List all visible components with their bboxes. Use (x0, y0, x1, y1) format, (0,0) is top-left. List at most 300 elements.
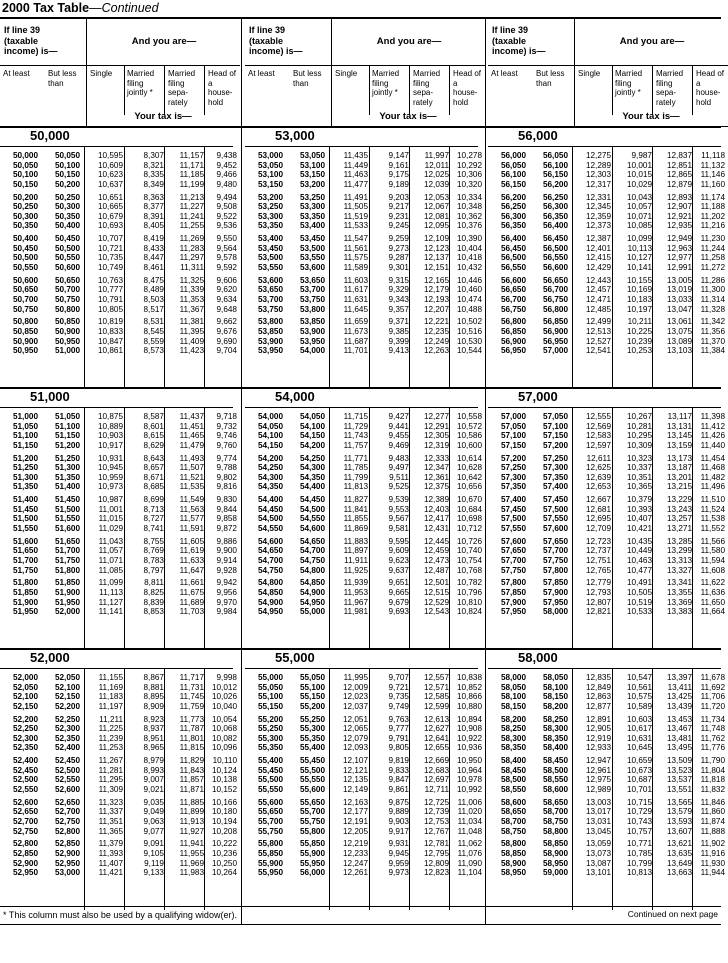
single-tax-cell: 10,623 (97, 170, 123, 180)
married-separately-tax-cell: 13,145 (666, 431, 692, 441)
married-jointly-tax-cell: 10,197 (626, 304, 652, 314)
married-separately-tax-cell: 12,277 (423, 412, 449, 421)
head-household-tax-cell: 11,888 (700, 826, 725, 836)
head-household-tax-cell: 11,230 (700, 234, 725, 244)
head-household-tax-cell: 9,942 (216, 578, 237, 588)
head-household-tax-cell: 11,090 (457, 858, 482, 868)
column-rule (692, 408, 693, 649)
but-less-cell: 54,200 (299, 440, 325, 450)
single-tax-cell: 11,141 (98, 607, 123, 617)
married-jointly-tax-cell: 10,281 (626, 421, 652, 431)
at-least-cell: 57,700 (500, 556, 526, 565)
at-least-cell: 57,950 (500, 607, 526, 617)
but-less-cell: 55,050 (299, 673, 325, 682)
married-jointly-tax-cell: 8,993 (143, 765, 164, 775)
married-separately-tax-cell: 12,389 (423, 495, 449, 505)
married-jointly-tax-cell: 9,441 (388, 421, 409, 431)
but-less-label: But less than (48, 69, 77, 88)
at-least-cell: 50,950 (12, 346, 38, 356)
head-household-tax-cell: 9,984 (216, 607, 237, 617)
at-least-cell: 52,500 (12, 775, 38, 785)
head-household-tax-cell: 10,642 (456, 472, 482, 482)
head-household-tax-cell: 10,334 (456, 192, 482, 202)
but-less-cell: 53,000 (54, 868, 80, 878)
married-separately-tax-cell: 11,283 (179, 243, 204, 253)
married-jointly-tax-cell: 8,587 (143, 412, 164, 421)
at-least-cell: 51,950 (12, 607, 38, 617)
head-household-tax-cell: 9,452 (216, 160, 237, 170)
but-less-cell: 51,850 (54, 578, 80, 588)
but-less-cell: 52,200 (54, 701, 80, 711)
head-household-tax-cell: 10,096 (211, 743, 237, 753)
married-jointly-tax-cell: 9,357 (388, 304, 409, 314)
single-tax-cell: 12,905 (585, 724, 611, 734)
block-heading-label: 54,000 (275, 389, 315, 404)
married-separately-tax-cell: 12,011 (424, 160, 449, 170)
head-household-tax-cell: 11,062 (457, 839, 482, 849)
at-least-cell: 50,850 (12, 327, 38, 336)
column-rule (84, 669, 85, 910)
block-heading-label: 56,000 (518, 128, 558, 143)
at-least-cell: 53,950 (257, 346, 283, 356)
married-jointly-tax-cell: 8,573 (143, 346, 164, 356)
married-jointly-tax-cell: 9,959 (388, 858, 409, 868)
but-less-cell: 50,150 (54, 170, 80, 180)
single-tax-cell: 11,967 (343, 597, 368, 607)
but-less-label: But less than (293, 69, 322, 88)
married-jointly-tax-cell: 9,301 (388, 263, 409, 272)
head-household-tax-cell: 9,998 (216, 673, 237, 682)
married-jointly-tax-cell: 10,001 (626, 160, 652, 170)
single-tax-cell: 11,925 (343, 565, 368, 575)
married-separately-tax-cell: 13,649 (666, 858, 692, 868)
single-tax-cell: 10,875 (97, 412, 123, 421)
married-jointly-tax-cell: 10,547 (626, 673, 652, 682)
married-jointly-tax-cell: 8,937 (143, 724, 164, 734)
at-least-cell: 52,000 (12, 673, 38, 682)
single-tax-cell: 10,679 (97, 211, 123, 221)
married-separately-tax-cell: 11,213 (179, 192, 204, 202)
married-jointly-tax-cell: 10,211 (627, 317, 652, 327)
at-least-cell: 51,150 (12, 440, 38, 450)
married-separately-tax-cell: 13,369 (666, 597, 692, 607)
single-tax-cell: 10,833 (97, 327, 123, 336)
single-tax-cell: 12,415 (585, 253, 611, 263)
at-least-cell: 57,850 (500, 588, 526, 597)
but-less-cell: 56,200 (542, 179, 568, 189)
at-least-cell: 53,550 (257, 263, 283, 272)
at-least-cell: 58,150 (500, 701, 526, 711)
married-separately-tax-cell: 12,557 (423, 673, 449, 682)
married-separately-tax-cell: 11,199 (179, 179, 204, 189)
but-less-cell: 55,200 (299, 701, 325, 711)
head-household-tax-cell: 10,936 (456, 743, 482, 753)
column-rule (409, 147, 410, 388)
but-less-cell: 55,950 (299, 858, 325, 868)
married-jointly-tax-cell: 10,757 (626, 826, 652, 836)
but-less-cell: 50,600 (54, 263, 80, 272)
but-less-cell: 55,350 (299, 733, 325, 743)
head-household-tax-cell: 11,832 (700, 785, 725, 794)
head-household-tax-cell: 11,762 (700, 733, 725, 743)
head-household-tax-cell: 11,020 (457, 807, 482, 817)
married-jointly-tax-cell: 10,379 (626, 495, 652, 505)
married-separately-tax-cell: 11,227 (179, 202, 204, 212)
header-subdivider (369, 65, 370, 115)
head-household-tax-cell: 10,292 (456, 160, 482, 170)
head-household-tax-cell: 9,956 (216, 588, 237, 597)
married-jointly-tax-cell: 8,755 (143, 536, 164, 546)
at-least-cell: 57,500 (500, 514, 526, 524)
married-separately-tax-cell: 13,481 (666, 733, 692, 743)
but-less-cell: 52,900 (54, 849, 80, 858)
married-jointly-tax-cell: 10,449 (626, 546, 652, 556)
single-tax-cell: 11,589 (343, 263, 368, 272)
at-least-cell: 54,200 (257, 453, 283, 463)
single-tax-cell: 12,359 (585, 211, 611, 221)
married-jointly-tax-cell: 9,567 (388, 514, 409, 524)
head-household-tax-cell: 11,118 (701, 151, 725, 160)
single-tax-cell: 11,001 (98, 504, 123, 514)
single-tax-cell: 12,135 (342, 775, 368, 785)
at-least-cell: 58,350 (500, 743, 526, 753)
married-jointly-tax-cell: 10,519 (626, 597, 652, 607)
head-household-tax-cell: 11,202 (700, 211, 725, 221)
married-jointly-tax-cell: 8,307 (143, 151, 164, 160)
at-least-cell: 56,550 (500, 263, 526, 272)
married-jointly-tax-cell: 8,531 (143, 317, 164, 327)
married-jointly-tax-cell: 8,713 (143, 504, 164, 514)
at-least-cell: 57,200 (500, 453, 526, 463)
single-tax-cell: 11,813 (343, 482, 368, 492)
column-rule (369, 147, 370, 388)
married-separately-tax-cell: 13,257 (666, 514, 692, 524)
column-rule (692, 147, 693, 388)
single-tax-cell: 13,059 (585, 839, 611, 849)
at-least-cell: 51,250 (12, 463, 38, 473)
married-separately-tax-cell: 11,773 (179, 714, 204, 724)
your-tax-label: Your tax is— (622, 111, 680, 122)
single-tax-cell: 10,735 (97, 253, 123, 263)
single-label: Single (90, 69, 113, 78)
at-least-cell: 51,300 (12, 472, 38, 482)
married-jointly-tax-cell: 10,491 (626, 578, 652, 588)
but-less-cell: 54,850 (299, 578, 325, 588)
at-least-cell: 55,150 (257, 701, 283, 711)
but-less-cell: 57,550 (542, 514, 568, 524)
but-less-cell: 57,050 (542, 412, 568, 421)
married-jointly-tax-cell: 10,799 (626, 858, 652, 868)
at-least-cell: 55,650 (257, 807, 283, 817)
at-least-cell: 58,200 (500, 714, 526, 724)
but-less-cell: 52,500 (54, 765, 80, 775)
but-less-cell: 57,600 (542, 524, 568, 533)
but-less-cell: 52,100 (54, 682, 80, 692)
married-separately-tax-cell: 13,579 (666, 807, 692, 817)
single-tax-cell: 12,835 (585, 673, 611, 682)
married-separately-tax-cell: 11,521 (179, 472, 204, 482)
married-jointly-tax-cell: 8,419 (143, 234, 164, 244)
at-least-cell: 51,400 (12, 495, 38, 505)
single-tax-cell: 10,945 (97, 463, 123, 473)
single-tax-cell: 12,737 (585, 546, 611, 556)
block-heading-label: 57,000 (518, 389, 558, 404)
at-least-cell: 55,100 (257, 692, 283, 702)
but-less-cell: 57,900 (542, 588, 568, 597)
married-jointly-tax-cell: 10,561 (626, 682, 652, 692)
married-jointly-tax-cell: 10,225 (626, 327, 652, 336)
married-jointly-tax-cell: 9,091 (143, 839, 164, 849)
at-least-cell: 55,750 (257, 826, 283, 836)
at-least-cell: 55,700 (257, 817, 283, 826)
married-separately-tax-cell: 11,913 (179, 817, 204, 826)
column-rule (124, 147, 125, 388)
but-less-cell: 50,100 (54, 160, 80, 170)
single-tax-cell: 11,365 (98, 826, 123, 836)
single-tax-cell: 12,191 (342, 817, 368, 826)
married-separately-tax-cell: 13,467 (666, 724, 692, 734)
but-less-cell: 56,700 (542, 285, 568, 295)
single-tax-cell: 12,555 (585, 412, 611, 421)
married-jointly-tax-cell: 9,987 (631, 151, 652, 160)
single-tax-cell: 12,709 (585, 524, 611, 533)
at-least-label: At least (491, 69, 518, 78)
head-household-tax-cell: 10,250 (211, 858, 237, 868)
but-less-cell: 56,100 (542, 160, 568, 170)
single-tax-cell: 10,861 (97, 346, 123, 356)
married-separately-tax-cell: 13,173 (666, 453, 692, 463)
at-least-cell: 50,500 (12, 253, 38, 263)
married-separately-tax-cell: 12,221 (423, 317, 449, 327)
head-household-tax-cell: 9,970 (216, 597, 237, 607)
married-separately-tax-cell: 12,529 (423, 597, 449, 607)
married-separately-tax-cell: 12,543 (423, 607, 449, 617)
column-rule (652, 147, 653, 388)
at-least-cell: 56,600 (500, 275, 526, 285)
at-least-cell: 51,200 (12, 453, 38, 463)
single-tax-cell: 11,043 (98, 536, 123, 546)
married-jointly-tax-cell: 8,475 (143, 275, 164, 285)
single-tax-cell: 12,667 (585, 495, 611, 505)
at-least-cell: 51,850 (12, 588, 38, 597)
at-least-cell: 58,500 (500, 775, 526, 785)
married-jointly-tax-cell: 8,909 (143, 701, 164, 711)
married-jointly-tax-cell: 10,575 (626, 692, 652, 702)
column-rule (652, 408, 653, 649)
married-separately-tax-cell: 13,439 (666, 701, 692, 711)
married-jointly-tax-cell: 8,951 (143, 733, 164, 743)
but-less-cell: 52,600 (54, 785, 80, 794)
single-tax-cell: 12,513 (585, 327, 611, 336)
block-heading (245, 649, 478, 669)
at-least-cell: 54,800 (257, 578, 283, 588)
married-separately-tax-cell: 12,137 (423, 253, 449, 263)
married-separately-tax-cell: 13,607 (666, 826, 692, 836)
single-tax-cell: 12,919 (585, 733, 611, 743)
but-less-cell: 53,800 (299, 304, 325, 314)
but-less-cell: 50,350 (54, 211, 80, 221)
single-tax-cell: 12,317 (585, 179, 611, 189)
single-tax-cell: 12,527 (585, 336, 611, 346)
but-less-cell: 52,650 (54, 797, 80, 807)
at-least-cell: 55,800 (257, 839, 283, 849)
head-household-tax-cell: 10,460 (456, 285, 482, 295)
at-least-cell: 53,800 (257, 317, 283, 327)
but-less-cell: 53,100 (299, 160, 325, 170)
married-separately-tax-cell: 13,019 (666, 285, 692, 295)
at-least-cell: 52,950 (12, 868, 38, 878)
married-jointly-tax-cell: 9,889 (388, 807, 409, 817)
but-less-cell: 56,650 (542, 275, 568, 285)
married-jointly-tax-cell: 10,673 (626, 765, 652, 775)
single-tax-cell: 13,101 (585, 868, 611, 878)
but-less-cell: 54,300 (299, 463, 325, 473)
married-separately-tax-cell: 12,627 (423, 724, 449, 734)
head-household-tax-cell: 11,482 (700, 472, 725, 482)
married-jointly-tax-cell: 10,393 (626, 504, 652, 514)
married-jointly-tax-cell: 8,965 (143, 743, 164, 753)
at-least-cell: 54,650 (257, 546, 283, 556)
block-heading-label: 53,000 (275, 128, 315, 143)
head-household-tax-cell: 10,124 (211, 765, 237, 775)
but-less-cell: 55,500 (299, 765, 325, 775)
at-least-cell: 50,100 (12, 170, 38, 180)
married-jointly-tax-cell: 10,743 (626, 817, 652, 826)
married-separately-tax-cell: 12,347 (423, 463, 449, 473)
married-jointly-tax-cell: 9,553 (388, 504, 409, 514)
column-rule (369, 408, 370, 649)
but-less-cell: 57,150 (542, 431, 568, 441)
header-subdivider (692, 65, 693, 115)
single-tax-cell: 12,429 (585, 263, 611, 272)
single-tax-cell: 11,281 (98, 765, 123, 775)
single-tax-cell: 10,665 (97, 202, 123, 212)
single-tax-cell: 10,819 (97, 317, 123, 327)
at-least-label: At least (3, 69, 30, 78)
header-subdivider (204, 65, 205, 115)
at-least-cell: 57,100 (500, 431, 526, 441)
married-separately-tax-cell: 12,361 (423, 472, 449, 482)
head-household-tax-cell: 11,384 (700, 346, 725, 356)
head-household-tax-cell: 9,788 (216, 463, 237, 473)
married-separately-tax-cell: 13,341 (666, 578, 692, 588)
at-least-cell: 50,600 (12, 275, 38, 285)
single-tax-cell: 11,785 (343, 463, 368, 473)
head-household-tax-cell: 11,650 (700, 597, 725, 607)
married-separately-tax-cell: 12,963 (666, 243, 692, 253)
head-household-tax-cell: 11,580 (700, 546, 725, 556)
head-household-tax-cell: 10,194 (211, 817, 237, 826)
married-separately-tax-cell: 13,565 (666, 797, 692, 807)
married-separately-tax-cell: 12,291 (423, 421, 449, 431)
but-less-cell: 52,700 (54, 807, 80, 817)
continued-note: Continued on next page (627, 909, 718, 919)
block-heading (0, 388, 233, 408)
but-less-cell: 54,150 (299, 431, 325, 441)
married-separately-tax-cell: 12,977 (666, 253, 692, 263)
at-least-cell: 57,750 (500, 565, 526, 575)
married-separately-tax-cell: 12,949 (666, 234, 692, 244)
at-least-cell: 52,050 (12, 682, 38, 692)
at-least-cell: 55,000 (257, 673, 283, 682)
head-household-tax-cell: 9,760 (216, 440, 237, 450)
but-less-cell: 50,750 (54, 295, 80, 304)
married-jointly-tax-cell: 9,147 (388, 151, 409, 160)
head-household-tax-cell: 10,110 (212, 756, 237, 766)
footer-rule (0, 906, 721, 907)
head-household-tax-cell: 10,628 (456, 463, 482, 473)
married-jointly-tax-cell: 9,833 (388, 765, 409, 775)
married-separately-tax-cell: 12,081 (423, 211, 449, 221)
single-tax-cell: 12,821 (585, 607, 611, 617)
married-separately-tax-cell: 12,459 (423, 546, 449, 556)
head-household-label: Head of a house- hold (453, 69, 482, 107)
married-separately-tax-cell: 12,725 (423, 797, 449, 807)
at-least-cell: 51,000 (12, 412, 38, 421)
at-least-cell: 51,600 (12, 536, 38, 546)
but-less-cell: 57,200 (542, 440, 568, 450)
married-jointly-tax-cell: 8,727 (143, 514, 164, 524)
but-less-cell: 55,800 (299, 826, 325, 836)
married-separately-tax-cell: 12,487 (423, 565, 449, 575)
married-separately-tax-cell: 12,851 (666, 160, 692, 170)
married-jointly-tax-cell: 9,791 (388, 733, 409, 743)
head-household-tax-cell: 11,734 (700, 714, 725, 724)
single-tax-cell: 12,149 (342, 785, 368, 794)
at-least-cell: 50,550 (12, 263, 38, 272)
head-household-tax-cell: 10,418 (456, 253, 482, 263)
married-separately-tax-cell: 12,333 (423, 453, 449, 463)
married-jointly-tax-cell: 8,699 (143, 495, 164, 505)
but-less-cell: 57,350 (542, 472, 568, 482)
single-tax-cell: 12,583 (585, 431, 611, 441)
single-tax-cell: 11,799 (343, 472, 368, 482)
at-least-cell: 58,100 (500, 692, 526, 702)
but-less-cell: 56,900 (542, 327, 568, 336)
head-household-tax-cell: 10,026 (211, 692, 237, 702)
at-least-cell: 56,350 (500, 221, 526, 231)
married-separately-tax-cell: 11,339 (179, 285, 204, 295)
head-household-tax-cell: 10,810 (456, 597, 482, 607)
but-less-cell: 57,100 (542, 421, 568, 431)
married-separately-tax-cell: 11,493 (179, 453, 204, 463)
married-separately-tax-cell: 13,215 (666, 482, 692, 492)
single-label: Single (335, 69, 358, 78)
but-less-cell: 54,550 (299, 514, 325, 524)
married-separately-tax-cell: 11,171 (179, 160, 204, 170)
at-least-cell: 52,550 (12, 785, 38, 794)
at-least-cell: 56,850 (500, 327, 526, 336)
but-less-cell: 55,450 (299, 756, 325, 766)
head-household-tax-cell: 10,782 (456, 578, 482, 588)
but-less-cell: 56,250 (542, 192, 568, 202)
but-less-cell: 52,000 (54, 607, 80, 617)
single-tax-cell: 10,917 (97, 440, 123, 450)
column-rule (329, 669, 330, 910)
at-least-cell: 55,050 (257, 682, 283, 692)
married-separately-tax-cell: 11,577 (179, 514, 204, 524)
married-jointly-tax-cell: 9,511 (389, 472, 409, 482)
married-separately-tax-cell: 12,669 (423, 756, 449, 766)
married-jointly-tax-cell: 10,085 (626, 221, 652, 231)
married-separately-tax-cell: 11,899 (179, 807, 204, 817)
married-jointly-tax-cell: 8,741 (143, 524, 164, 533)
head-household-tax-cell: 11,440 (700, 440, 725, 450)
married-separately-tax-cell: 11,269 (179, 234, 204, 244)
single-tax-cell: 11,239 (98, 733, 123, 743)
single-tax-cell: 11,953 (343, 588, 368, 597)
but-less-cell: 51,200 (54, 440, 80, 450)
